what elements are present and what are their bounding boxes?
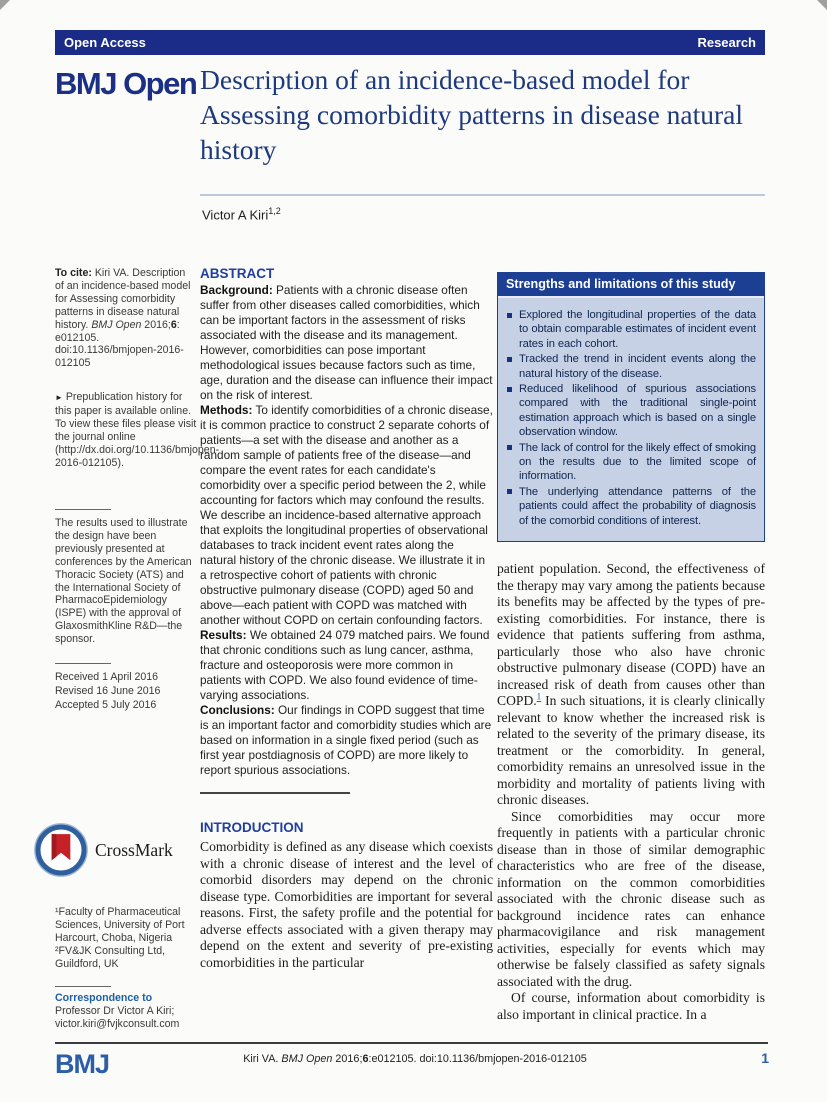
strength-item: Tracked the trend in incident events along the natural history of the disease. <box>506 352 756 381</box>
research-label: Research <box>697 35 756 50</box>
page-title: Description of an incidence-based model for Assessing comorbidity patterns in disease natural history <box>200 64 744 165</box>
correspondence-email-link[interactable]: victor.kiri@fvjkconsult.com <box>55 1017 180 1030</box>
affiliation-2: ²FV&JK Consulting Ltd, Guildford, UK <box>55 944 166 970</box>
author-affiliation-sup: 1,2 <box>268 206 281 216</box>
abstract-body <box>200 283 493 778</box>
prepublication-note <box>55 391 220 469</box>
received-date: Received 1 April 2016 <box>55 671 159 683</box>
accepted-date: Accepted 5 July 2016 <box>55 698 157 711</box>
sidebar-divider <box>55 509 111 510</box>
to-cite-journal: BMJ Open <box>91 318 142 331</box>
strength-item: Explored the longitudinal properties of the data to obtain comparable estimates of incident event rates in each cohort. <box>506 308 756 351</box>
abstract-results: Results: We obtained 24 079 matched pairs. We found that chronic conditions such as lung cancer, asthma, fracture and osteoporosis were more common in patients with COPD. We also found evidence of time-varying associations. <box>200 628 490 702</box>
abstract-column <box>200 266 493 971</box>
crossmark-icon <box>33 822 89 878</box>
right-column <box>497 272 765 1023</box>
introduction-heading: INTRODUCTION <box>200 820 304 835</box>
affiliations <box>55 906 197 971</box>
author-divider <box>200 194 765 196</box>
sidebar-divider <box>55 663 111 664</box>
open-access-label: Open Access <box>64 35 146 50</box>
strength-item: Reduced likelihood of spurious associations compared with the traditional single-point estimation approach which is based on a single observation window. <box>506 382 756 440</box>
body-paragraph-2: Since comorbidities may occur more frequently in patients with a particular chronic disease than in those of similar demographic characteristics who are free of the disease, information on the common comorbidities associated with the chronic disease such as background incidence rates can enhance pharmacovigilance and risk management activities, especially for events which may otherwise be falsely classified as safety signals associated with the drug. <box>497 808 765 989</box>
correspondence-name: Professor Dr Victor A Kiri; <box>55 1004 175 1017</box>
bmj-logo: BMJ <box>55 1049 110 1079</box>
author-text: Victor A Kiri <box>202 207 269 223</box>
footer-citation: Kiri VA. BMJ Open 2016;6:e012105. doi:10.1136/bmjopen-2016-012105 <box>243 1053 587 1065</box>
triangle-bullet-icon: ► <box>55 393 63 402</box>
page-number: 1 <box>761 1050 769 1066</box>
strengths-box-body <box>498 296 764 541</box>
abstract-end-divider <box>200 792 350 794</box>
author-name <box>202 206 281 222</box>
article-dates <box>55 671 197 713</box>
abstract-heading: ABSTRACT <box>200 266 275 281</box>
crossmark-badge[interactable] <box>33 820 193 880</box>
strengths-box-title: Strengths and limitations of this study <box>498 273 764 296</box>
reference-1-link[interactable]: 1 <box>536 691 542 702</box>
strengths-limitations-box <box>497 272 765 542</box>
results-presentation-note: The results used to illustrate the design have been previously presented at conferences by the American Thoracic Society (ATS) and the International Society of PharmacoEpidemiology (ISPE) with the approval of GlaxosmithKline R&D—the sponsor. <box>55 517 192 646</box>
to-cite-doi: : e012105. doi:10.1136/bmjopen-2016-012105 <box>55 318 184 370</box>
footer-divider <box>55 1042 768 1044</box>
prepublication-text[interactable]: Prepublication history for this paper is available online. To view these files please visit the journal online (http://dx.doi.org/10.1136/bmjopen-2016-012105). <box>55 391 220 469</box>
strength-item: The lack of control for the likely effect of smoking on the results due to the limited scope of information. <box>506 441 756 484</box>
correspondence-block <box>55 992 197 1031</box>
body-paragraph-3: Of course, information about comorbidity is also important in clinical practice. In a <box>497 990 765 1022</box>
to-cite-text: Kiri VA. Description of an incidence-based model for Assessing comorbidity patterns in disease natural history. <box>55 267 191 331</box>
to-cite-label: To cite: <box>55 267 92 279</box>
strengths-list <box>506 308 756 528</box>
body-text <box>497 561 765 1023</box>
scan-artifact-corner <box>817 0 827 10</box>
scan-artifact-corner <box>0 0 10 10</box>
introduction-paragraph: Comorbidity is defined as any disease which coexists with a chronic disease of interest and the level of comorbid disorders may depend on the chronic disease type. Comorbidities are important for several reasons. First, the safety profile and the potential for adverse effects associated with a given therapy may depend on the extent and severity of pre-existing comorbidities in the particular <box>200 839 493 970</box>
revised-date: Revised 16 June 2016 <box>55 684 161 697</box>
to-cite-block: To cite: Kiri VA. Description of an incidence-based model for Assessing comorbidity patterns in disease natural history. BMJ Open 2016;6: e012105. doi:10.1136/bmjopen-2016-012105 <box>55 267 191 370</box>
affiliation-1: ¹Faculty of Pharmaceutical Sciences, University of Port Harcourt, Choba, Nigeria <box>55 906 185 944</box>
bmj-open-logo: BMJ Open <box>55 66 197 101</box>
body-paragraph-1: patient population. Second, the effectiveness of the therapy may vary among the patients because its benefits may be affected by the types of pre-existing comorbidities. For instance, there is evidence that patients suffering from asthma, particularly those who also have chronic obstructive pulmonary disease (COPD) have an increased risk of death from causes other than COPD.$^1$ In such situations, it is clearly clinically relevant to know whether the increased risk is related to the severity of the primary disease, its treatment or the comorbidity. In general, comorbidity remains an unresolved issue in the morbidity and mortality of patients living with chronic diseases. <box>497 561 765 808</box>
header-bar <box>55 30 765 55</box>
abstract-conclusions: Conclusions: Our findings in COPD suggest that time is an important factor and comorbidity studies which are based on information in a single fixed period (such as first year postdiagnosis of COPD) are more likely to report spurious associations. <box>200 703 492 777</box>
sidebar-divider <box>55 986 111 987</box>
abstract-methods: Methods: To identify comorbidities of a chronic disease, it is common practice to construct 2 separate cohorts of patients—a set with the disease and another as a random sample of patients free of the disease—and compare the event rates for each candidate's comorbidity over a specific period between the 2, while accounting for factors which may confound the results. We describe an incidence-based alternative approach that exploits the longitudinal properties of observational databases to track incident event rates along the natural history of the chronic disease. We illustrate it in a retrospective cohort of patients with chronic obstructive pulmonary disease (COPD) aged 50 and above—each patient with COPD was matched with another without COPD on certain confounding factors. <box>200 403 493 627</box>
crossmark-label: CrossMark <box>95 839 173 860</box>
abstract-background: Background: Patients with a chronic disease often suffer from other diseases called comorbidities, which can be important factors in the assessment of risks associated with the disease and its management. However, comorbidities can pose important methodological issues because factors such as time, age, duration and the disease can influence their impact on the risk of interest. <box>200 283 493 402</box>
strength-item: The underlying attendance patterns of the patients could affect the probability of diagnosis of the comorbid conditions of interest. <box>506 485 756 528</box>
correspondence-label: Correspondence to <box>55 992 153 1004</box>
